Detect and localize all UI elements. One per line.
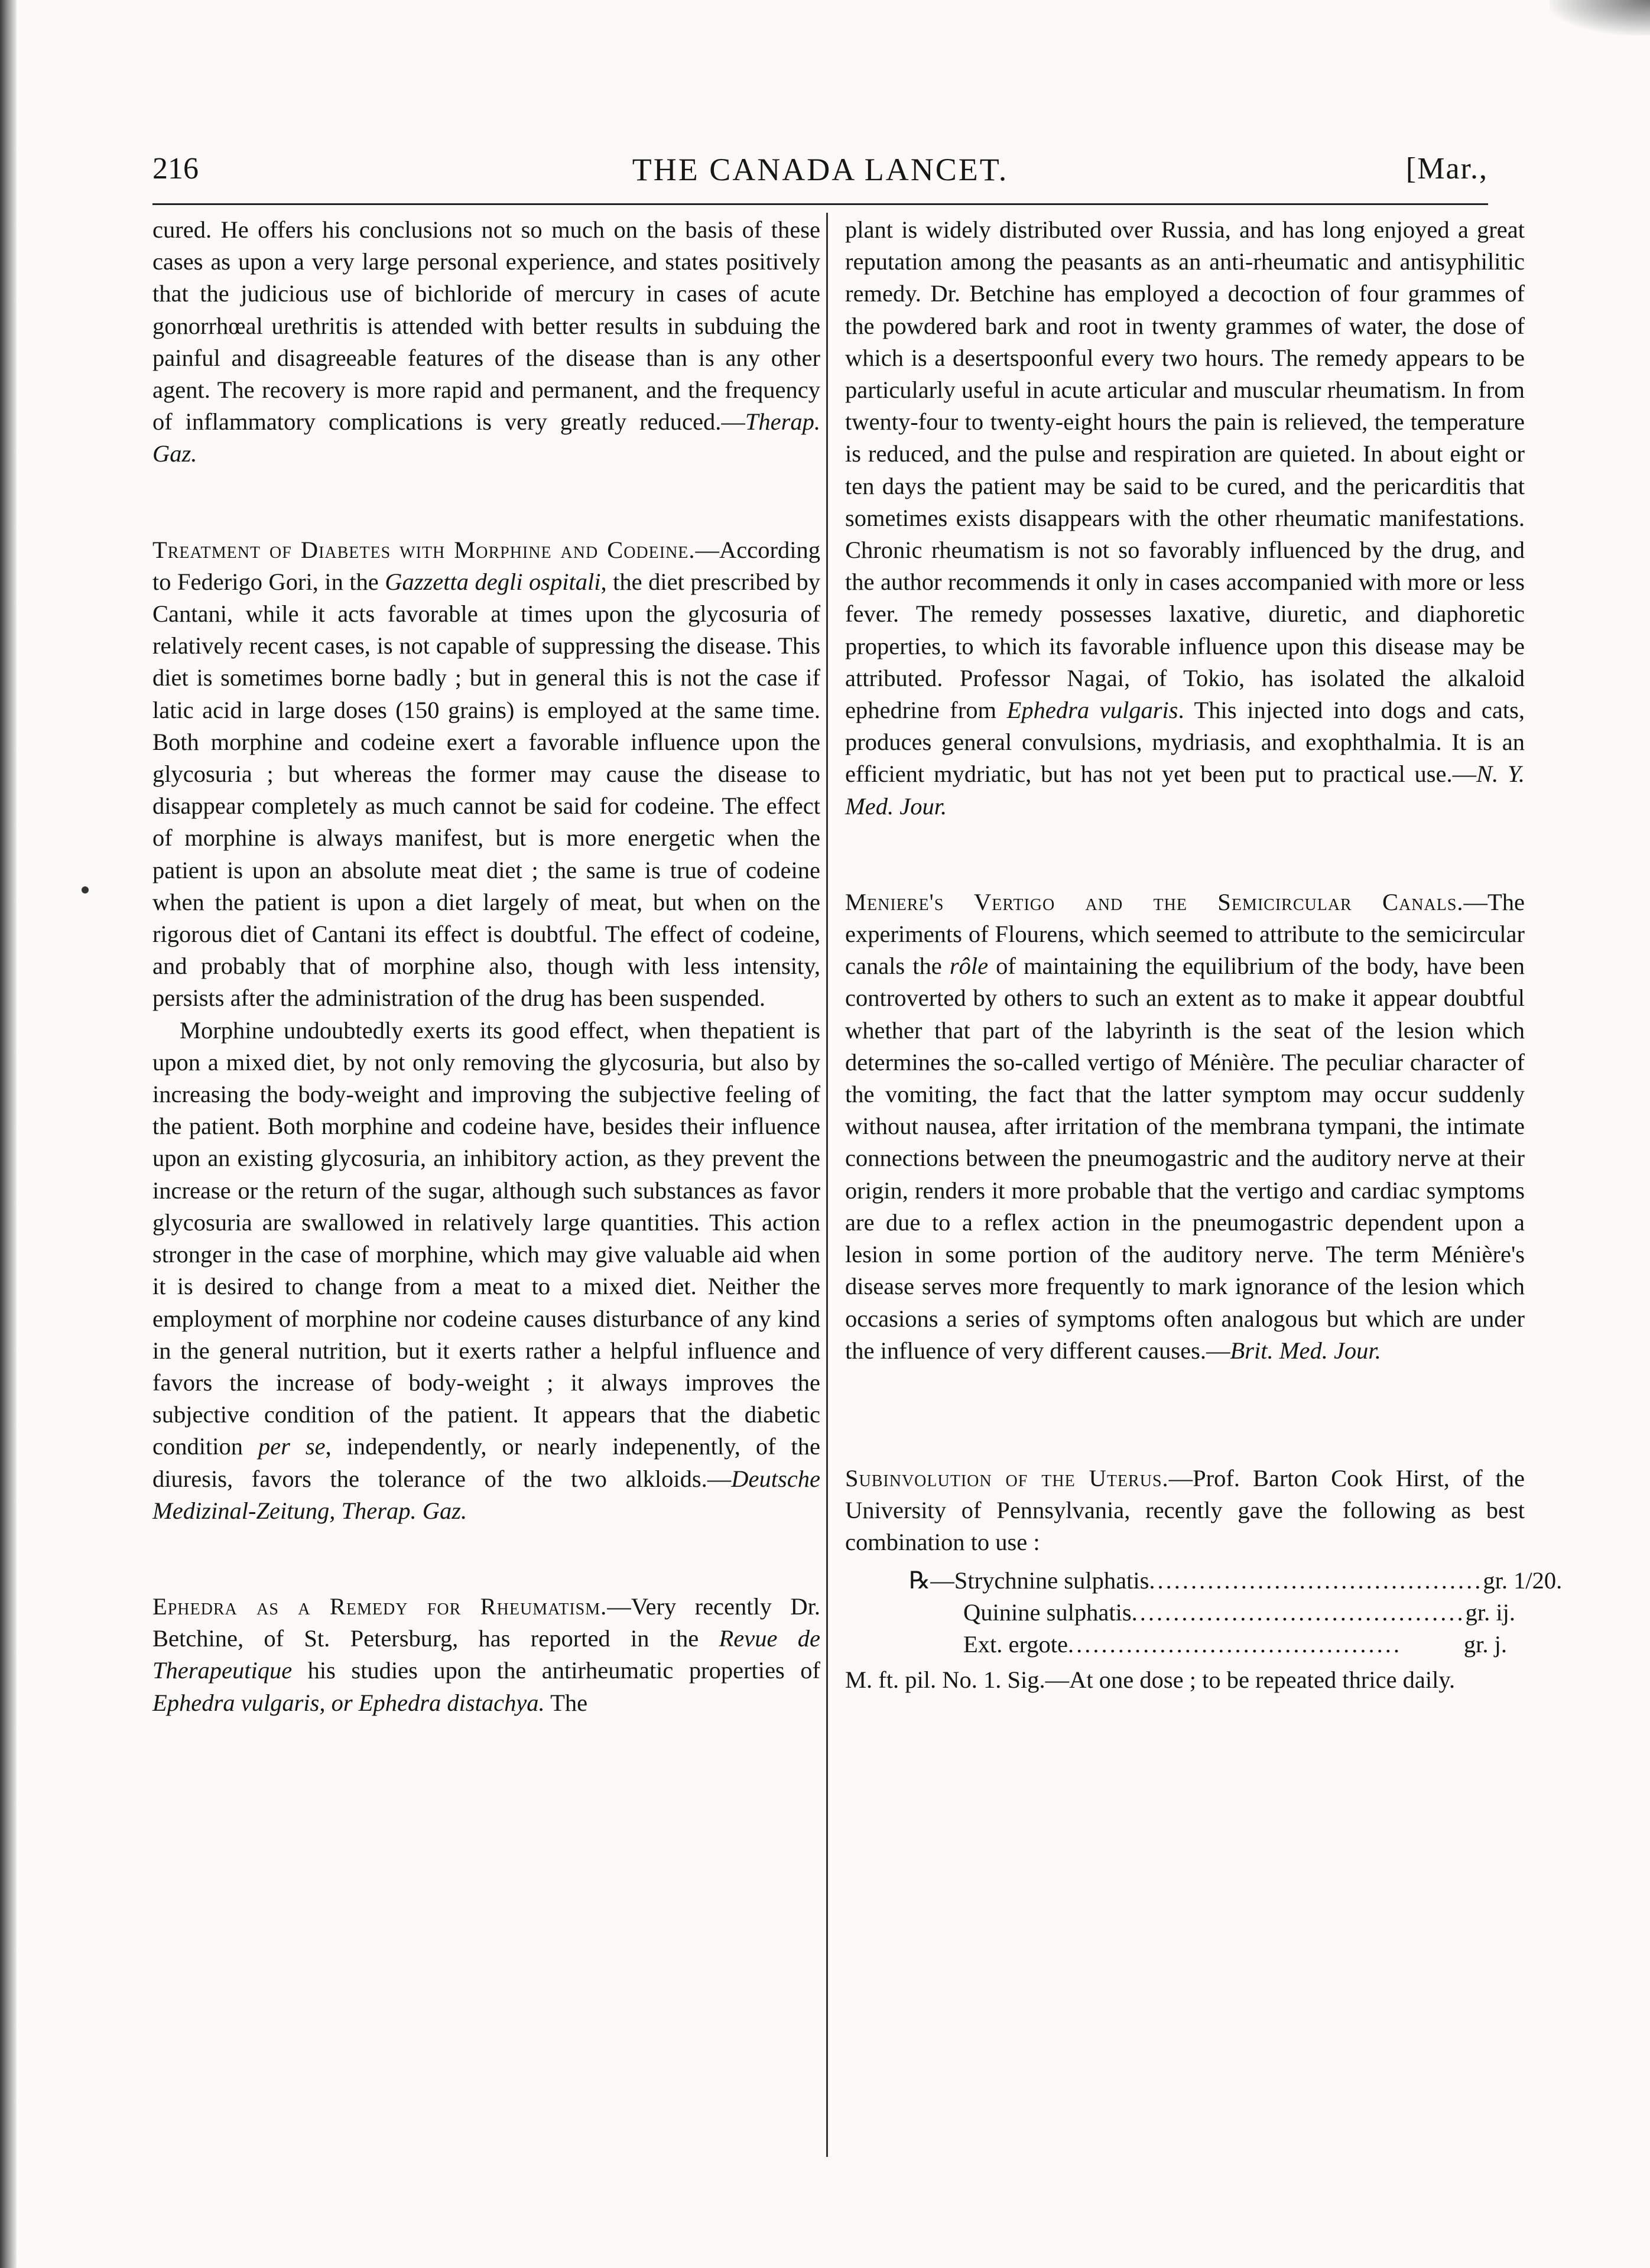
body-text: —The experiments of Flourens, which seemed to attribute to the semicircular canals the (845, 888, 1525, 980)
continuation-paragraph (152, 214, 820, 470)
ingredient-dose: gr. 1/20. (1483, 1567, 1563, 1594)
ingredient-name: ℞—Strychnine sulphatis (909, 1567, 1149, 1594)
article-meniere (845, 886, 1525, 1367)
citation: N. Y. Med. Jour. (845, 761, 1525, 820)
italic-term: Ephedra vulgaris, or Ephedra distachya. (152, 1689, 545, 1716)
ingredient-dose: gr. ij. (1465, 1598, 1515, 1626)
body-text: The (544, 1689, 588, 1716)
prescription-directions: M. ft. pil. No. 1. Sig.—At one dose ; to be repeated thrice daily. (845, 1666, 1456, 1693)
body-text: —Prof. Barton Cook Hirst, of the University of Pennsylvania, recently gave the following as best combination to use : (845, 1464, 1525, 1556)
column-divider (826, 213, 828, 2157)
ingredient-dose: gr. j. (1463, 1630, 1507, 1658)
citation: Gazzetta degli ospitali (385, 568, 601, 595)
page-number: 216 (152, 152, 199, 186)
ingredient-name: Quinine sulphatis (963, 1598, 1132, 1626)
article-diabetes-p2 (152, 1015, 820, 1527)
scan-edge-shadow (0, 0, 17, 2268)
article-heading: Subinvolution of the Uterus. (845, 1464, 1169, 1492)
body-text: of maintaining the equilibrium of the body, have been controverted by others to such an extent as to make it appear doubtful whether that part of the labyrinth is the seat of the lesion which determines the so-called vertigo of Ménière. The peculiar character of the vomiting, the fact that the latter symptom may occur suddenly without nausea, after irritation of the membrana tympani, the intimate connections between the pneumogastric and the auditory nerve at their origin, renders it more probable that the vertigo and cardiac symptoms are due to a reflex action in the pneumogastric dependent upon a lesion in some portion of the auditory nerve. The term Ménière's disease serves more frequently to mark ignorance of the lesion which occasions a series of symptoms often analogous but which are under the influence of very different causes.— (845, 953, 1525, 1364)
citation: Revue de Therapeutique (152, 1625, 820, 1684)
prescription (909, 1565, 1563, 1661)
italic-term: rôle (949, 953, 989, 980)
scan-corner-smudge (1550, 0, 1650, 35)
article-diabetes-p1 (152, 534, 820, 1015)
body-text: plant is widely distributed over Russia, and has long enjoyed a great reputation among the peasants as an anti-rheumatic and antisyphilitic remedy. Dr. Betchine has employed a decoction of four grammes of the powdered bark and root in twenty grammes of water, the dose of which is a desertspoonful every two hours. The remedy appears to be particularly useful in acute articular and muscular rheumatism. In from twenty-four to twenty-eight hours the pain is relieved, the temperature is reduced, and the pulse and respiration are quieted. In about eight or ten days the patient may be said to be cured, and the pericarditis that sometimes exists disappears with the other rheumatic manifestations. Chronic rheumatism is not so favorably influenced by the drug, and the author recommends it only in cases accompanied with more or less fever. The remedy possesses laxative, diuretic, and diaphoretic properties, to which its favorable influence upon this disease may be attributed. Professor Nagai, of Tokio, has isolated the alkaloid ephedrine from (845, 216, 1525, 724)
citation: Therap. Gaz. (152, 408, 820, 467)
right-column (845, 214, 1563, 1696)
italic-term: per se (258, 1433, 326, 1460)
article-ephedra-cont (845, 214, 1525, 823)
running-header (152, 147, 1488, 194)
article-subinvolution (845, 1463, 1525, 1559)
article-ephedra-start (152, 1591, 820, 1719)
body-text: —Very recently Dr. Betchine, of St. Petersburg, has reported in the (152, 1593, 821, 1652)
body-text: —According to Federigo Gori, in the (152, 536, 820, 595)
article-heading: Meniere's Vertigo and the Semicircular Canals. (845, 888, 1464, 915)
article-heading: Ephedra as a Remedy for Rheumatism. (152, 1593, 608, 1620)
italic-term: Ephedra vulgaris (1006, 697, 1178, 724)
citation: Brit. Med. Jour. (1230, 1337, 1381, 1364)
body-text: his studies upon the antirheumatic properties of (292, 1657, 820, 1684)
body-text: , independently, or nearly indepenently, of the diuresis, favors the tolerance of the two alkloids.— (152, 1433, 820, 1492)
article-heading: Treatment of Diabetes with Morphine and Codeine. (152, 536, 696, 563)
prescription-line: ℞—Strychnine sulphatis ........................................ gr. 1/20. (909, 1565, 1453, 1597)
body-text: Morphine undoubtedly exerts its good effect, when thepatient is upon a mixed diet, by not only removing the glycosuria, but also by increasing the body-weight and improving the subjective feeling of the patient. Both morphine and codeine have, besides their influence upon an existing glycosuria, an inhibitory action, as they prevent the increase or the return of the sugar, although such substances as favor glycosuria are swallowed in relatively large quantities. This action stronger in the case of morphine, which may give valuable aid when it is desired to change from a meat to a mixed diet. Neither the employment of morphine nor codeine causes disturbance of any kind in the general nutrition, but it exerts rather a helpful influence and favors the increase of body-weight ; it always improves the subjective condition of the patient. It appears that the diabetic condition (152, 1016, 820, 1460)
issue-month: [Mar., (1405, 152, 1488, 186)
prescription-line: Ext. ergote ........................................ gr. j. (909, 1629, 1507, 1661)
citation: Deutsche Medizinal-Zeitung, Therap. Gaz. (152, 1465, 820, 1524)
prescription-line: Quinine sulphatis ........................................ gr. ij. (909, 1597, 1507, 1629)
ingredient-name: Ext. ergote (963, 1630, 1068, 1658)
continuation-text: cured. He offers his conclusions not so much on the basis of these cases as upon a very large personal experience, and states positively that the judicious use of bichloride of mercury in cases of acute gonorrhœal urethritis is attended with better results in subduing the painful and disagreeable features of the disease than is any other agent. The recovery is more rapid and permanent, and the frequency of inflammatory complications is very greatly reduced.— (152, 216, 820, 436)
left-column (152, 214, 820, 1719)
margin-ink-mark (82, 886, 89, 893)
header-rule (152, 203, 1488, 205)
journal-title: THE CANADA LANCET. (632, 152, 1009, 187)
body-text: , the diet prescribed by Cantani, while it acts favorable at times upon the glycosuria of relatively recent cases, is not capable of suppressing the disease. This diet is sometimes borne badly ; but in general this is not the case if latic acid in large doses (150 grains) is employed at the same time. Both morphine and codeine exert a favorable influence upon the glycosuria ; but whereas the former may cause the disease to disappear completely as much cannot be said for codeine. The effect of morphine is always manifest, but is more energetic when the patient is upon an absolute meat diet ; the same is true of codeine when the patient is upon a diet largely of meat, but when on the rigorous diet of Cantani its effect is doubtful. The effect of codeine, and probably that of morphine also, though with less intensity, persists after the administration of the drug has been suspended. (152, 568, 821, 1012)
body-text: . This injected into dogs and cats, produces general convulsions, mydriasis, and exophthalmia. It is an efficient mydriatic, but has not yet been put to practical use.— (845, 697, 1525, 788)
